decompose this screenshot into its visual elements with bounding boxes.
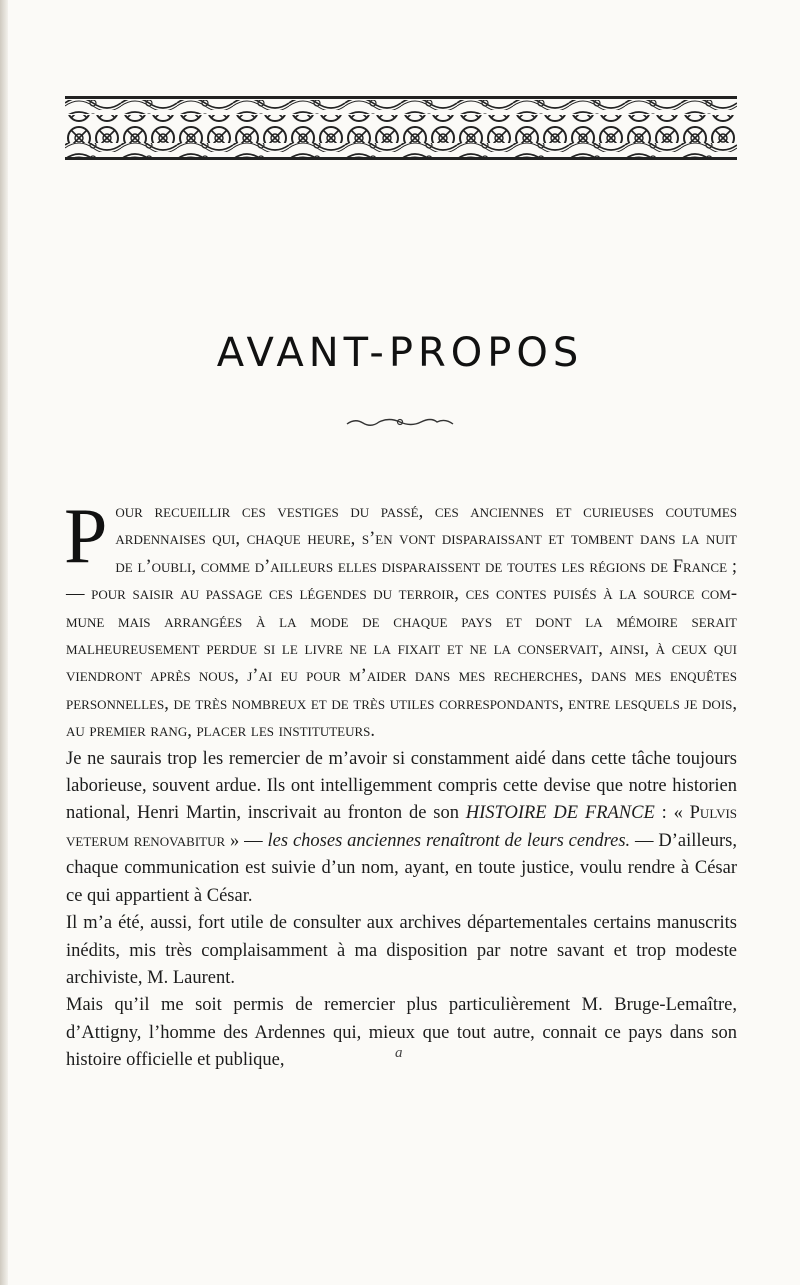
body-text <box>64 492 738 1075</box>
paragraph-2 <box>66 746 737 910</box>
drop-cap: P <box>64 492 108 579</box>
paragraph-4: Mais qu’il me soit permis de remercier plus particulièrement M. Bruge-Lemaître, d’Attigny, l’homme des Ardennes qui, mieux que tout autre, connait ce pays dans son histoire officielle et publique, <box>66 995 737 1071</box>
motto-translation: les choses anciennes renaîtront de leurs cendres. <box>267 830 631 851</box>
decorative-headband <box>65 96 737 160</box>
paragraph-2-text-a: Je ne saurais trop les remercier de m’avoir si constamment aidé dans cette tâche toujours laborieuse, souvent ardue. Ils ont intelligemment compris cette devise que notre historien national, Henri Martin, inscrivait au fronton de son <box>66 748 737 824</box>
paragraph-2-text-d: — D’ailleurs, chaque communication est suivie d’un nom, ayant, en toute justice, voulu rendre à César ce qui appartient à César. <box>66 830 737 906</box>
signature-mark: a <box>395 1045 403 1061</box>
page-edge-shadow <box>0 0 8 1285</box>
page-title: AVANT-PROPOS <box>216 330 584 376</box>
paragraph-2-text-c: » — <box>225 830 268 851</box>
paragraph-1-text: our recueillir ces vestiges du passé, ces anciennes et curieuses coutumes ardennaises qui, chaque heure, s’en vont disparaissant et tombent dans la nuit de l’oubli, comme d’ailleurs elles disparaissent de toutes les régions de France ; — pour saisir au passage ces légendes du terroir, ces contes puisés à la source commune mais arrangées à la mode de chaque pays et dont la mémoire serait malheureusement perdue si le livre ne la fixait et ne la conservait, ainsi, à ceux qui viendront après nous, j’ai eu pour m’aider dans mes recherches, dans mes enquêtes personnelles, de très nombreux et de très utiles correspondants, entre lesquels je dois, au premier rang, placer les instituteurs. <box>66 502 738 742</box>
book-title: HISTOIRE DE FRANCE <box>465 803 655 824</box>
flourish-divider <box>345 413 455 425</box>
paragraph-2-text-b: : « <box>654 803 690 824</box>
paragraph-3: Il m’a été, aussi, fort utile de consulter aux archives départementales certains manuscrits inédits, mis très complaisamment à ma disposition par notre savant et trop modeste archiviste, M. Laurent. <box>66 913 737 988</box>
latin-motto: Pulvis veterum renovabitur <box>66 803 738 851</box>
paragraph-1 <box>64 492 738 746</box>
